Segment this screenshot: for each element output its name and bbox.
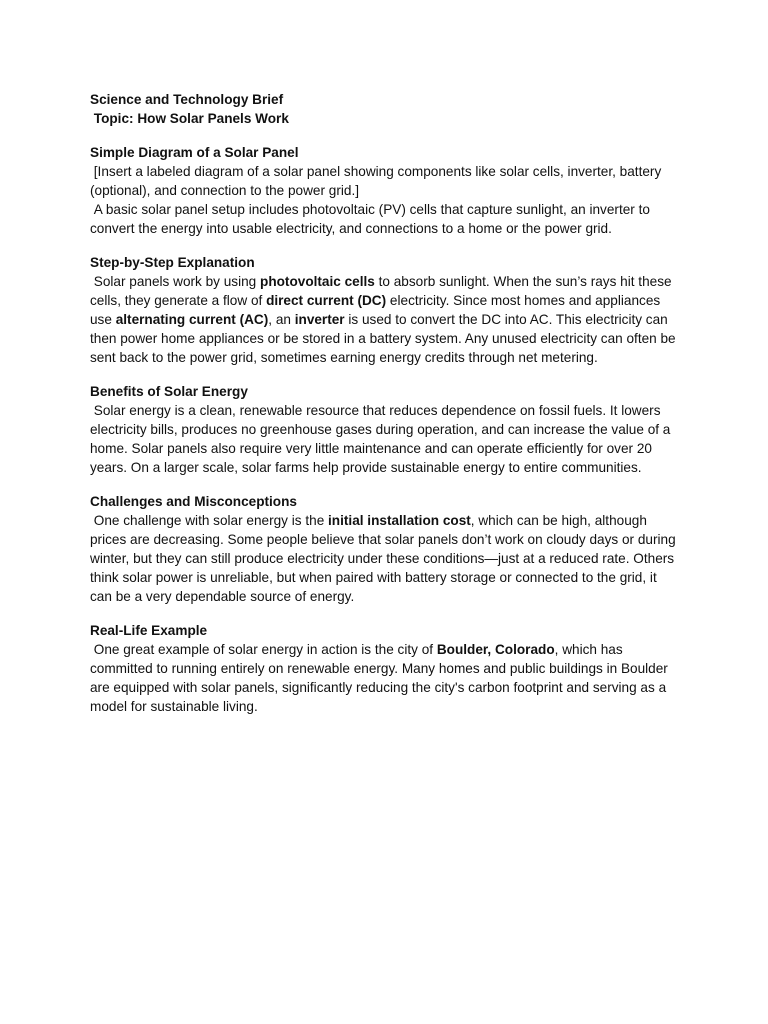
section-heading: Simple Diagram of a Solar Panel bbox=[90, 145, 299, 160]
text-run: One great example of solar energy in action is the city of bbox=[90, 642, 437, 657]
text-run: is used to convert the DC into AC. This electricity can then power home appliances or be stored in a battery system. Any unused electricity can often be sent back to the power grid, sometimes earning energy credits through net metering. bbox=[90, 312, 680, 365]
section bbox=[90, 253, 682, 367]
text-run: One challenge with solar energy is the bbox=[90, 513, 329, 528]
paragraph bbox=[90, 200, 682, 238]
section-heading: Challenges and Misconceptions bbox=[90, 494, 297, 509]
text-run: Solar panels work by using bbox=[90, 274, 261, 289]
text-run: to absorb sunlight. When the sun’s rays hit these cells, they generate a flow of bbox=[90, 274, 676, 308]
bold-text: photovoltaic cells bbox=[260, 274, 375, 289]
text-run: , an bbox=[268, 312, 295, 327]
text-run: Solar energy is a clean, renewable resource that reduces dependence on fossil fuels. It lowers electricity bills, produces no greenhouse gases during operation, and can increase the value of a home. Solar panels also require very little maintenance and can operate efficiently for over 20 years. On a larger scale, solar farms help provide sustainable energy to entire communities. bbox=[90, 403, 675, 475]
paragraph bbox=[90, 401, 682, 477]
paragraph bbox=[90, 640, 682, 716]
text-run: electricity. Since most homes and appliances use bbox=[90, 293, 664, 327]
text-run: , which has committed to running entirely on renewable energy. Many homes and public buildings in Boulder are equipped with solar panels, significantly reducing the city's carbon footprint and serving as a model for sustainable living. bbox=[90, 642, 672, 714]
section-heading: Benefits of Solar Energy bbox=[90, 384, 248, 399]
bold-text: inverter bbox=[294, 312, 345, 327]
paragraph bbox=[90, 511, 682, 606]
bold-text: alternating current (AC) bbox=[115, 312, 269, 327]
text-run: [Insert a labeled diagram of a solar panel showing components like solar cells, inverter, battery (optional), and connection to the power grid.] bbox=[90, 164, 666, 198]
section bbox=[90, 143, 682, 238]
section bbox=[90, 382, 682, 477]
section-heading: Step-by-Step Explanation bbox=[90, 255, 255, 270]
section bbox=[90, 621, 682, 716]
bold-text: direct current (DC) bbox=[266, 293, 387, 308]
document-body bbox=[90, 143, 682, 716]
document-page bbox=[90, 90, 682, 716]
document-topic: Topic: How Solar Panels Work bbox=[90, 111, 289, 126]
paragraph bbox=[90, 162, 682, 200]
bold-text: initial installation cost bbox=[328, 513, 471, 528]
text-run: , which can be high, although prices are decreasing. Some people believe that solar panels don’t work on cloudy days or during winter, but they can still produce electricity under these conditions—just at a reduced rate. Others think solar power is unreliable, but when paired with battery storage or connected to the grid, it can be a very dependable source of energy. bbox=[90, 513, 680, 604]
section bbox=[90, 492, 682, 606]
text-run: A basic solar panel setup includes photovoltaic (PV) cells that capture sunlight, an inverter to convert the energy into usable electricity, and connections to a home or the power grid. bbox=[90, 202, 654, 236]
bold-text: Boulder, Colorado bbox=[436, 642, 555, 657]
section-heading: Real-Life Example bbox=[90, 623, 208, 638]
document-title: Science and Technology Brief bbox=[90, 92, 284, 107]
paragraph bbox=[90, 272, 682, 367]
